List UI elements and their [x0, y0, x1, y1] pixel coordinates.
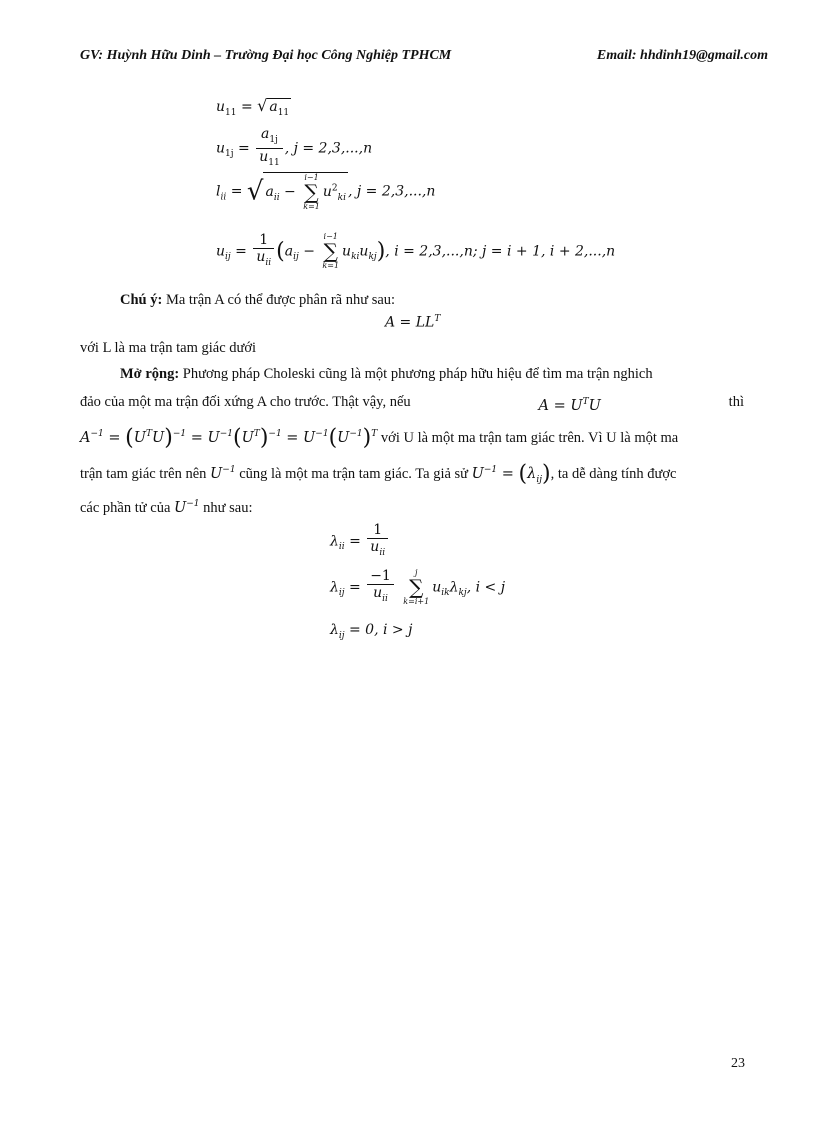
page-number: 23: [731, 1056, 745, 1071]
note-after: với L là ma trận tam giác dưới: [80, 340, 257, 356]
note-equation: $A = LL^T$: [385, 314, 441, 331]
note-paragraph: [80, 290, 744, 311]
extension-line5: các phần tử của $U^{-1}$ như sau:: [80, 499, 253, 516]
formula-lambda-ij: $\lambda_{ij}$ = $\frac{-1}{u_{ii}}$ j ∑ k=i+1 $u_{ik}\lambda_{kj}$, i < j: [330, 568, 506, 607]
formula-lii: $l_{ii}$ = √ $a_{ii}$ − i−1 ∑ k=1 $u^2_{ki}$ , j = 2,3,...,n: [216, 173, 436, 211]
uij-condition: , i = 2,3,...,n; j = i + 1, i + 2,...,n: [385, 243, 616, 260]
extension-line3: $A^{-1} = (U^TU)^{-1} = U^{-1}(U^T)^{-1} = U^{-1}(U^{-1})^T$ với U là một ma trận tam giác trên. Vì U là một ma: [80, 425, 679, 451]
extension-line4: trận tam giác trên nên $U^{-1}$ cũng là một ma trận tam giác. Ta giả sử $U^{-1} = (\lambda_{ij})$, ta dễ dàng tính được: [80, 461, 677, 487]
extension-line1: Mở rộng: Phương pháp Choleski cũng là một phương pháp hữu hiệu để tìm ma trận nghich: [120, 366, 653, 382]
header-right: Email: hhdinh19@gmail.com: [596, 48, 768, 63]
header-left: GV: Huỳnh Hữu Dinh – Trường Đại học Công Nghiệp TPHCM: [80, 48, 452, 63]
formula-uij: $u_{ij}$ = $\frac{1}{u_{ii}}$ ($a_{ij}$ − i−1 ∑ k=1 $u_{ki}u_{kj}$), i = 2,3,...,n; j = i + 1, i + 2,...,n: [216, 232, 616, 271]
extension-line2: đảo của một ma trận đối xứng A cho trước. Thật vậy, nếu $A = U^TU$ thì: [80, 394, 744, 414]
formula-u1j: $u_{1j}$ = $\frac{a_{1j}}{u_{11}}$ , j = 2,3,...,n: [216, 126, 373, 168]
u1j-condition: , j = 2,3,...,n: [284, 140, 373, 157]
formula-u11: $u_{11}$ = √ $a_{11}$: [216, 96, 290, 118]
extension-label: Mở rộng:: [120, 366, 180, 382]
note-label: Chú ý:: [120, 292, 163, 308]
note-text: Ma trận A có thể được phân rã như sau:: [165, 292, 396, 308]
lii-condition: , j = 2,3,...,n: [347, 183, 436, 200]
formula-lambda-ii: $\lambda_{ii}$ = $\frac{1}{u_{ii}}$: [330, 522, 390, 561]
formula-lambda-zero: $\lambda_{ij} = 0$, i > j: [330, 622, 413, 641]
